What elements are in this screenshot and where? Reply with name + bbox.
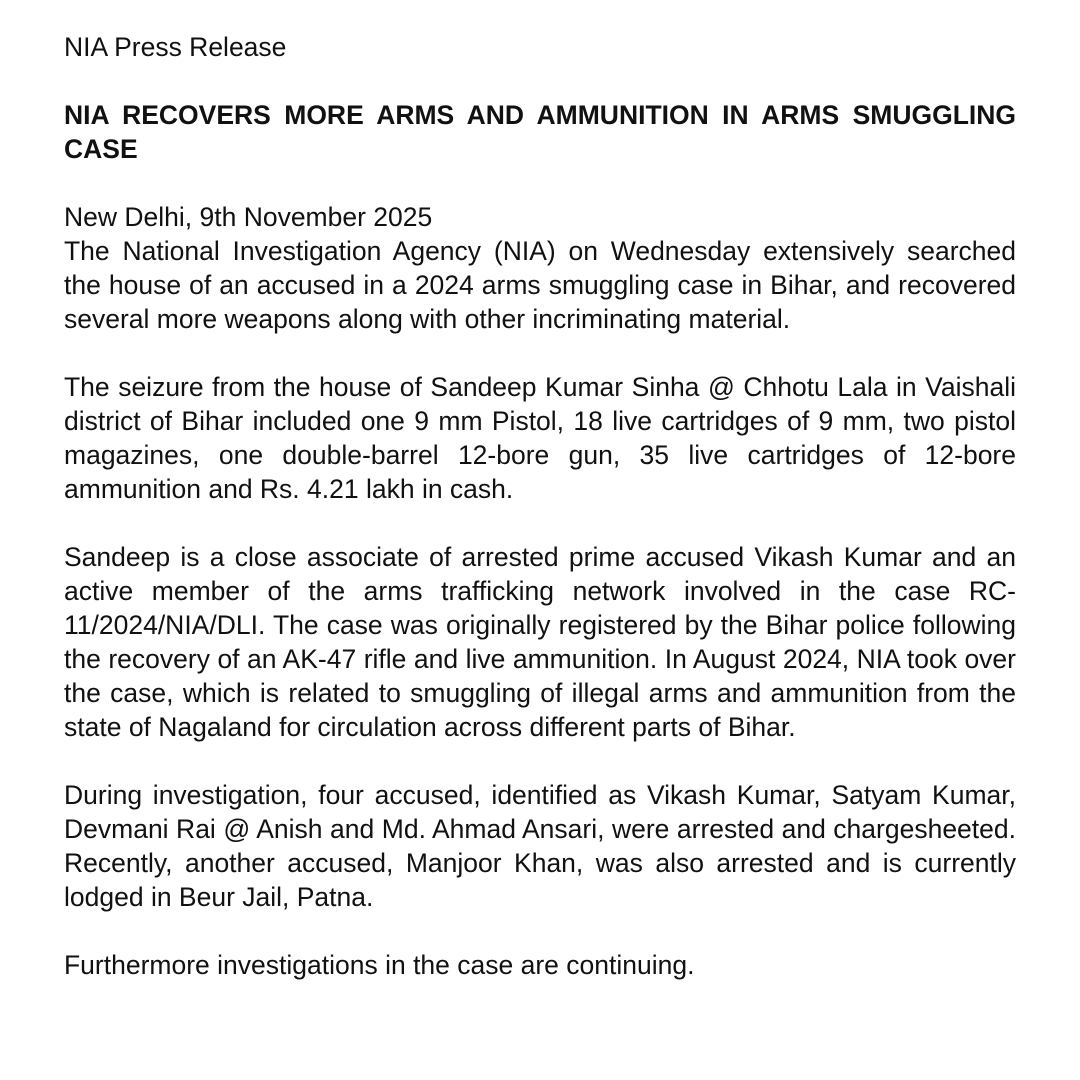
- press-release-document: [64, 30, 1016, 982]
- headline: NIA RECOVERS MORE ARMS AND AMMUNITION IN ARMS SMUGGLING CASE: [64, 100, 1016, 164]
- paragraph-arrests: During investigation, four accused, identified as Vikash Kumar, Satyam Kumar, Devmani Rai @ Anish and Md. Ahmad Ansari, were arrested and chargesheeted. Recently, another accused, Manjoor Khan, was also arrested and is currently lodged in Beur Jail, Patna.: [64, 780, 1016, 912]
- document-label: NIA Press Release: [64, 32, 287, 62]
- paragraph-intro: The National Investigation Agency (NIA) on Wednesday extensively searched the house of an accused in a 2024 arms smuggling case in Bihar, and recovered several more weapons along with other incriminating material.: [64, 236, 1016, 334]
- paragraph-seizure: The seizure from the house of Sandeep Kumar Sinha @ Chhotu Lala in Vaishali district of Bihar included one 9 mm Pistol, 18 live cartridges of 9 mm, two pistol magazines, one double-barrel 12-bore gun, 35 live cartridges of 12-bore ammunition and Rs. 4.21 lakh in cash.: [64, 372, 1016, 504]
- paragraph-conclusion: Furthermore investigations in the case are continuing.: [64, 950, 695, 980]
- dateline: New Delhi, 9th November 2025: [64, 202, 433, 232]
- paragraph-background: Sandeep is a close associate of arrested prime accused Vikash Kumar and an active member of the arms trafficking network involved in the case RC-11/2024/NIA/DLI. The case was originally registered by the Bihar police following the recovery of an AK-47 rifle and live ammunition. In August 2024, NIA took over the case, which is related to smuggling of illegal arms and ammunition from the state of Nagaland for circulation across different parts of Bihar.: [64, 542, 1016, 742]
